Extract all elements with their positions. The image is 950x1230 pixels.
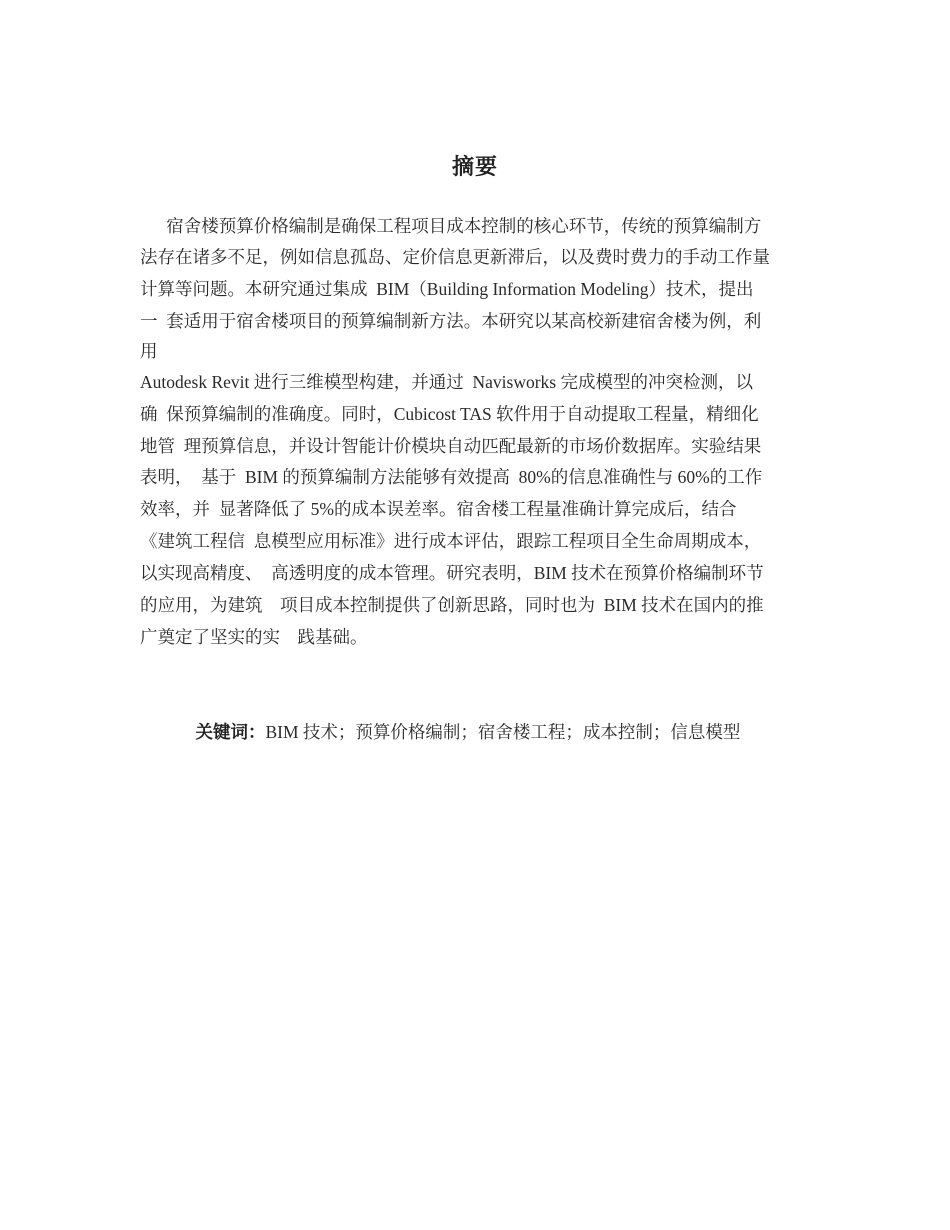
abstract-line: Autodesk Revit 进行三维模型构建，并通过 Navisworks 完成模型的冲突检测，以 [140, 372, 753, 392]
abstract-line: 效率，并 显著降低了 5%的成本误差率。宿舍楼工程量准确计算完成后，结合 [140, 499, 737, 519]
abstract-line: 一 套适用于宿舍楼项目的预算编制新方法。本研究以某高校新建宿舍楼为例，利 [140, 311, 762, 331]
abstract-line: 广奠定了坚实的实 践基础。 [140, 627, 368, 647]
abstract-line: 确 保预算编制的准确度。同时，Cubicost TAS 软件用于自动提取工程量，精细化 [140, 404, 759, 424]
abstract-line: 法存在诸多不足，例如信息孤岛、定价信息更新滞后，以及费时费力的手动工作量 [140, 247, 770, 267]
abstract-line: 地管 理预算信息，并设计智能计价模块自动匹配最新的市场价数据库。实验结果 [140, 436, 762, 456]
page-title: 摘要 [451, 154, 498, 179]
abstract-line: 计算等问题。本研究通过集成 BIM（Building Information Modeling）技术，提出 [140, 279, 754, 299]
abstract-line: 表明， 基于 BIM 的预算编制方法能够有效提高 80%的信息准确性与 60%的工作 [140, 467, 763, 487]
keywords-label: 关键词： [195, 722, 266, 742]
keywords-line [178, 696, 740, 768]
abstract-line: 的应用，为建筑 项目成本控制提供了创新思路，同时也为 BIM 技术在国内的推 [140, 595, 764, 615]
abstract-line: 以实现高精度、 高透明度的成本管理。研究表明，BIM 技术在预算价格编制环节 [140, 563, 764, 583]
abstract-line: 《建筑工程信 息模型应用标准》进行成本评估，跟踪工程项目全生命周期成本， [140, 531, 762, 551]
abstract-line: 宿舍楼预算价格编制是确保工程项目成本控制的核心环节，传统的预算编制方 [140, 216, 762, 236]
keywords-text: BIM 技术；预算价格编制；宿舍楼工程；成本控制；信息模型 [265, 722, 741, 742]
abstract-line: 用 [140, 341, 158, 361]
